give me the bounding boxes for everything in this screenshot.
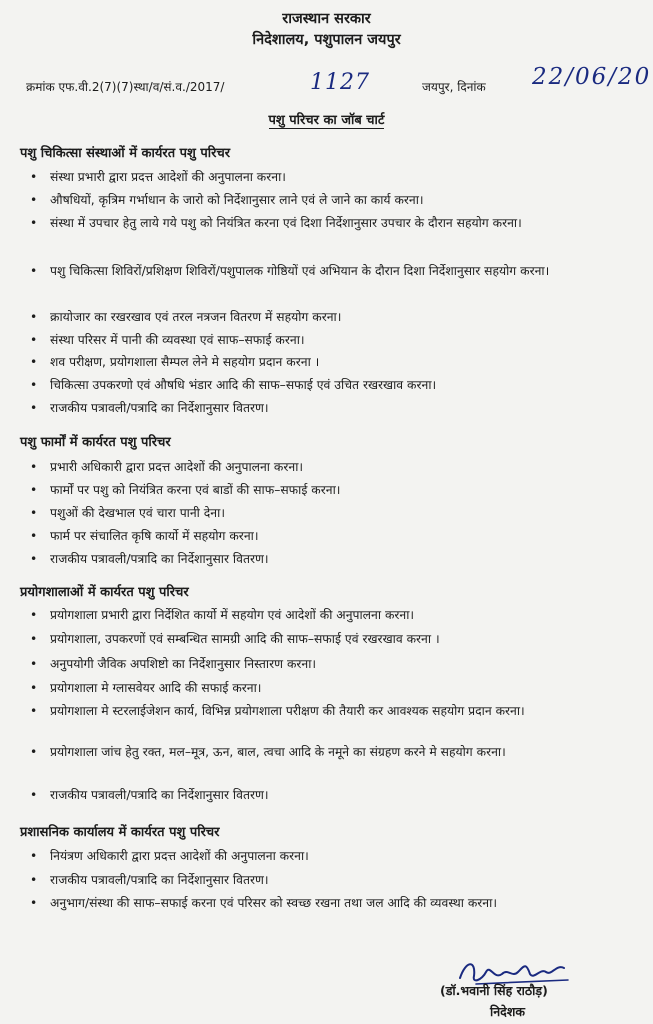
list-item-text: प्रयोगशाला मे स्टरलाईजेशन कार्य, विभिन्न प्रयोगशाला परीक्षण की तैयारी कर आवश्यक सहयोग प्रदान करना। bbox=[50, 704, 525, 718]
bullet-icon: • bbox=[30, 608, 38, 622]
list-item bbox=[30, 374, 620, 396]
signatory-designation: निदेशक bbox=[490, 1004, 525, 1019]
bullet-icon: • bbox=[30, 401, 38, 415]
bullet-icon: • bbox=[30, 529, 38, 543]
list-item-text: प्रभारी अधिकारी द्वारा प्रदत्त आदेशों की अनुपालना करना। bbox=[50, 460, 304, 474]
bullet-icon: • bbox=[30, 483, 38, 497]
list-item bbox=[30, 525, 620, 547]
list-item-text: संस्था परिसर में पानी की व्यवस्था एवं साफ–सफाई करना। bbox=[50, 333, 305, 347]
list-item bbox=[30, 628, 620, 650]
bullet-icon: • bbox=[30, 657, 38, 671]
list-item-text: प्रयोगशाला, उपकरणों एवं सम्बन्धित सामग्री आदि की साफ–सफाई एवं रखरखाव करना । bbox=[50, 632, 440, 646]
bullet-icon: • bbox=[30, 552, 38, 566]
place-date-label: जयपुर, दिनांक bbox=[422, 80, 486, 94]
section-heading: प्रशासनिक कार्यालय में कार्यरत पशु परिचर bbox=[20, 825, 220, 840]
list-item bbox=[30, 456, 620, 478]
section-heading: पशु चिकित्सा संस्थाओं में कार्यरत पशु परिचर bbox=[20, 146, 231, 161]
list-item-text: प्रयोगशाला जांच हेतु रक्त, मल–मूत्र, ऊन, बाल, त्वचा आदि के नमूने का संग्रहण करने मे सहयोग करना। bbox=[50, 745, 506, 759]
list-item bbox=[30, 845, 620, 867]
bullet-icon: • bbox=[30, 193, 38, 207]
bullet-icon: • bbox=[30, 216, 38, 230]
bullet-icon: • bbox=[30, 681, 38, 695]
list-item bbox=[30, 479, 620, 501]
bullet-icon: • bbox=[30, 745, 38, 759]
handwritten-dispatch-number: 1127 bbox=[310, 70, 370, 95]
list-item bbox=[30, 869, 620, 891]
list-item bbox=[30, 502, 620, 524]
list-item-text: अनुभाग/संस्था की साफ–सफाई करना एवं परिसर को स्वच्छ रखना तथा जल आदि की व्यवस्था करना। bbox=[50, 896, 497, 910]
list-item bbox=[30, 329, 620, 351]
list-item-text: फार्मों पर पशु को नियंत्रित करना एवं बाडों की साफ–सफाई करना। bbox=[50, 483, 341, 497]
list-item bbox=[30, 653, 620, 675]
section-heading: प्रयोगशालाओं में कार्यरत पशु परिचर bbox=[20, 585, 189, 600]
list-item-text: राजकीय पत्रावली/पत्रादि का निर्देशानुसार वितरण। bbox=[50, 401, 269, 415]
list-item bbox=[30, 166, 620, 188]
bullet-icon: • bbox=[30, 788, 38, 802]
government-heading: राजस्थान सरकार bbox=[282, 11, 371, 27]
bullet-icon: • bbox=[30, 333, 38, 347]
bullet-icon: • bbox=[30, 506, 38, 520]
list-item-text: चिकित्सा उपकरणो एवं औषधि भंडार आदि की साफ–सफाई एवं उचित रखरखाव करना। bbox=[50, 378, 437, 392]
list-item bbox=[30, 677, 620, 699]
list-item bbox=[30, 189, 620, 211]
bullet-icon: • bbox=[30, 873, 38, 887]
bullet-icon: • bbox=[30, 849, 38, 863]
list-item bbox=[30, 260, 620, 282]
list-item-text: राजकीय पत्रावली/पत्रादि का निर्देशानुसार वितरण। bbox=[50, 552, 269, 566]
bullet-icon: • bbox=[30, 170, 38, 184]
document-title bbox=[0, 110, 653, 128]
list-item bbox=[30, 700, 620, 722]
bullet-icon: • bbox=[30, 632, 38, 646]
list-item-text: अनुपयोगी जैविक अपशिष्टो का निर्देशानुसार निस्तारण करना। bbox=[50, 657, 317, 671]
list-item-text: शव परीक्षण, प्रयोगशाला सैम्पल लेने मे सहयोग प्रदान करना । bbox=[50, 355, 320, 369]
list-item bbox=[30, 892, 620, 914]
list-item-text: प्रयोगशाला प्रभारी द्वारा निर्देशित कार्यो में सहयोग एवं आदेशों की अनुपालना करना। bbox=[50, 608, 415, 622]
list-item bbox=[30, 741, 620, 763]
list-item-text: प्रयोगशाला मे ग्लासवेयर आदि की सफाई करना। bbox=[50, 681, 262, 695]
handwritten-date: 22/06/20 bbox=[532, 64, 652, 90]
list-item-text: पशुओं की देखभाल एवं चारा पानी देना। bbox=[50, 506, 225, 520]
bullet-icon: • bbox=[30, 355, 38, 369]
bullet-icon: • bbox=[30, 460, 38, 474]
section-heading: पशु फार्मों में कार्यरत पशु परिचर bbox=[20, 435, 171, 450]
list-item bbox=[30, 604, 620, 626]
list-item-text: नियंत्रण अधिकारी द्वारा प्रदत्त आदेशों की अनुपालना करना। bbox=[50, 849, 309, 863]
list-item bbox=[30, 784, 620, 806]
bullet-icon: • bbox=[30, 310, 38, 324]
list-item bbox=[30, 548, 620, 570]
list-item bbox=[30, 351, 620, 373]
list-item-text: पशु चिकित्सा शिविरों/प्रशिक्षण शिविरों/पशुपालक गोष्ठियों एवं अभियान के दौरान दिशा निर्देशानुसार सहयोग करना। bbox=[50, 264, 550, 278]
reference-number: क्रमांक एफ.वी.2(7)(7)स्था/व/सं.व./2017/ bbox=[26, 80, 225, 94]
list-item bbox=[30, 306, 620, 328]
list-item-text: संस्था में उपचार हेतु लाये गये पशु को नियंत्रित करना एवं दिशा निर्देशानुसार उपचार के दौरान सहयोग करना। bbox=[50, 216, 522, 230]
list-item-text: क्रायोजार का रखरखाव एवं तरल नत्रजन वितरण में सहयोग करना। bbox=[50, 310, 342, 324]
list-item bbox=[30, 397, 620, 419]
list-item-text: राजकीय पत्रावली/पत्रादि का निर्देशानुसार वितरण। bbox=[50, 873, 269, 887]
list-item bbox=[30, 212, 620, 234]
bullet-icon: • bbox=[30, 896, 38, 910]
bullet-icon: • bbox=[30, 378, 38, 392]
list-item-text: राजकीय पत्रावली/पत्रादि का निर्देशानुसार वितरण। bbox=[50, 788, 269, 802]
list-item-text: औषधियों, कृत्रिम गर्भाधान के जारो को निर्देशानुसार लाने एवं ले जाने का कार्य करना। bbox=[50, 193, 424, 207]
list-item-text: फार्म पर संचालित कृषि कार्यो में सहयोग करना। bbox=[50, 529, 259, 543]
bullet-icon: • bbox=[30, 264, 38, 278]
bullet-icon: • bbox=[30, 704, 38, 718]
document-title-text: पशु परिचर का जॉब चार्ट bbox=[268, 113, 385, 128]
signatory-name: (डॉ.भवानी सिंह राठौड़) bbox=[440, 983, 548, 998]
department-heading: निदेशालय, पशुपालन जयपुर bbox=[252, 32, 401, 48]
list-item-text: संस्था प्रभारी द्वारा प्रदत्त आदेशों की अनुपालना करना। bbox=[50, 170, 286, 184]
